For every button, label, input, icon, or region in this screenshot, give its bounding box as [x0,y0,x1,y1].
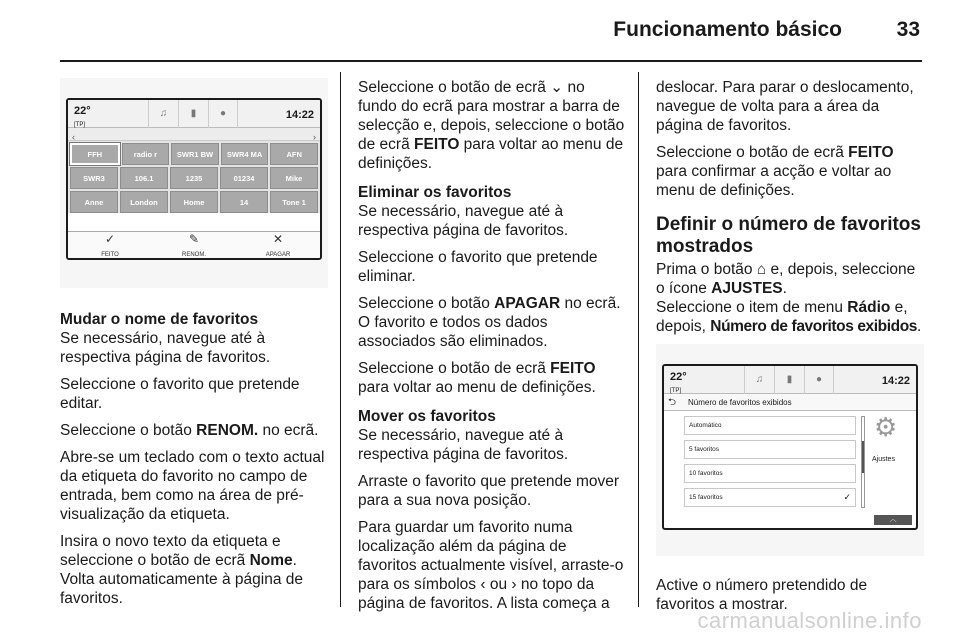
favorite-button[interactable]: Mike [270,167,318,189]
section-heading-move: Mover os favoritos [358,408,496,425]
device-icon: ▮ [774,366,804,394]
paragraph: Prima o botão ⌂ e, depois, seleccione o ícone AJUSTES. [656,261,916,297]
favorite-button[interactable]: Home [170,191,218,213]
column-divider [638,72,639,607]
scrollbar-thumb[interactable] [862,441,864,473]
chevron-left-icon: ‹ [480,576,486,593]
menu-title: Número de favoritos exibidos [688,398,792,407]
clock: 14:22 [881,375,910,387]
column-1 [60,78,328,616]
favorite-button[interactable]: SWR1 BW [171,143,219,165]
watermark: carmanualsonline.info [697,608,922,633]
favorites-grid [68,141,320,213]
chevron-down-icon: ⌄ [550,79,564,96]
paragraph: Seleccione o botão de ecrã FEITO para confirmar a acção e voltar ao menu de definições. [656,144,894,199]
paragraph: Abre-se um teclado com o texto actual da etiqueta do favorito no campo de entrada, bem como na área de pré-visualização da etiqueta. [60,449,325,523]
favorite-button[interactable]: 106.1 [120,167,168,189]
temperature: 22° [670,371,687,383]
paragraph: Se necessário, navegue até à respectiva página de favoritos. [358,427,569,463]
settings-label: Ajustes [872,456,895,463]
chevron-right-icon: › [511,576,517,593]
tp-indicator: [TP] [74,122,86,128]
back-arrow-icon[interactable]: ⮌ [668,397,677,408]
paragraph: Insira o novo texto da etiqueta e seleccione o botão de ecrã Nome. Volta automaticamente à página de favoritos. [60,533,304,607]
paragraph: Se necessário, navegue até à respectiva página de favoritos. [358,203,569,239]
info-icon: ● [208,100,238,128]
column-divider [340,72,341,607]
paragraph: Para guardar um favorito numa localização além da página de favoritos actualmente visível, arraste-o para os símbolos ‹ ou › no topo da página de favoritos. A lista começa a [358,519,624,612]
scrollbar[interactable] [861,416,865,508]
menu-title-bar [664,394,916,411]
paragraph: Se necessário, navegue até à respectiva página de favoritos. [60,330,271,366]
column-2 [358,78,626,621]
settings-screenshot [656,344,924,556]
close-icon: ✕ [272,232,284,246]
delete-button[interactable] [236,232,320,258]
phone-icon: ♫ [744,366,774,394]
home-icon: ⌂ [756,261,767,278]
favorites-screen [66,98,322,260]
section-heading-rename: Mudar o nome de favoritos [60,311,259,328]
favorites-nav-bar [68,128,320,141]
column-3 [656,78,924,622]
paragraph: Seleccione o botão APAGAR no ecrã. O favorito e todos os dados associados são eliminados. [358,295,621,350]
paragraph: Seleccione o botão RENOM. no ecrã. [60,422,319,439]
favorites-screenshot [60,78,328,288]
section-heading-delete: Eliminar os favoritos [358,184,512,201]
phone-icon: ♫ [148,100,178,128]
page-number: 33 [896,18,920,41]
favorite-button[interactable]: AFN [270,143,318,165]
favorite-button[interactable]: 1235 [170,167,218,189]
favorite-button[interactable]: SWR4 MA [221,143,269,165]
favorite-button[interactable]: 14 [220,191,268,213]
paragraph: Seleccione o favorito que pretende editar. [60,376,300,412]
chevron-right-icon[interactable]: › [313,132,316,142]
delete-label: APAGAR [265,252,291,258]
rename-button[interactable] [152,232,236,258]
list-item[interactable]: 10 favoritos [684,464,856,483]
action-bar [68,231,320,258]
status-bar [68,100,320,128]
favorite-button[interactable]: Anne [70,191,118,213]
favorite-button[interactable]: 01234 [220,167,268,189]
paragraph: Seleccione o botão de ecrã ⌄ no fundo do ecrã para mostrar a barra de selecção e, depois, seleccione o botão de ecrã FEITO para voltar ao menu de definições. [358,79,625,172]
done-label: FEITO [101,252,119,258]
done-button[interactable] [68,232,152,258]
rename-label: RENOM. [182,252,206,258]
pencil-icon: ✎ [188,232,200,246]
tp-indicator: [TP] [670,388,682,394]
checkmark-icon: ✓ [843,492,851,502]
paragraph: Arraste o favorito que pretende mover para a sua nova posição. [358,473,620,509]
favorites-row [70,191,318,213]
favorites-row [70,143,318,165]
settings-screen [662,364,918,530]
paragraph: deslocar. Para parar o deslocamento, navegue de volta para a área da página de favoritos. [656,79,914,134]
info-icon: ● [804,366,834,394]
chevron-left-icon[interactable]: ‹ [72,132,75,142]
favorite-button[interactable]: Tone 1 [270,191,318,213]
options-list [684,416,856,512]
paragraph: Seleccione o favorito que pretende eliminar. [358,249,598,285]
section-heading-define: Definir o número de favoritos mostrados [656,214,921,257]
checkmark-icon: ✓ [104,232,116,246]
paragraph: Seleccione o item de menu Rádio e, depois, Número de favoritos exibidos. [656,299,922,335]
clock: 14:22 [285,109,314,121]
paragraph: Seleccione o botão de ecrã FEITO para voltar ao menu de definições. [358,360,596,396]
header-rule [60,60,922,62]
favorite-button[interactable]: London [120,191,168,213]
list-item[interactable]: 5 favoritos [684,440,856,459]
favorite-button[interactable]: FFH [70,143,120,165]
gear-icon: ⚙ [874,412,898,442]
favorites-row [70,167,318,189]
list-item[interactable]: Automático [684,416,856,435]
temperature: 22° [74,105,91,117]
status-bar [664,366,916,394]
favorite-button[interactable]: SWR3 [70,167,118,189]
device-icon: ▮ [178,100,208,128]
paragraph: Active o número pretendido de favoritos a mostrar. [656,577,868,613]
chevron-up-icon[interactable]: ︿ [874,515,912,525]
favorite-button[interactable]: radio r [122,143,170,165]
list-item[interactable]: 15 favoritos ✓ [684,488,856,507]
page-header-title: Funcionamento básico [613,18,842,41]
